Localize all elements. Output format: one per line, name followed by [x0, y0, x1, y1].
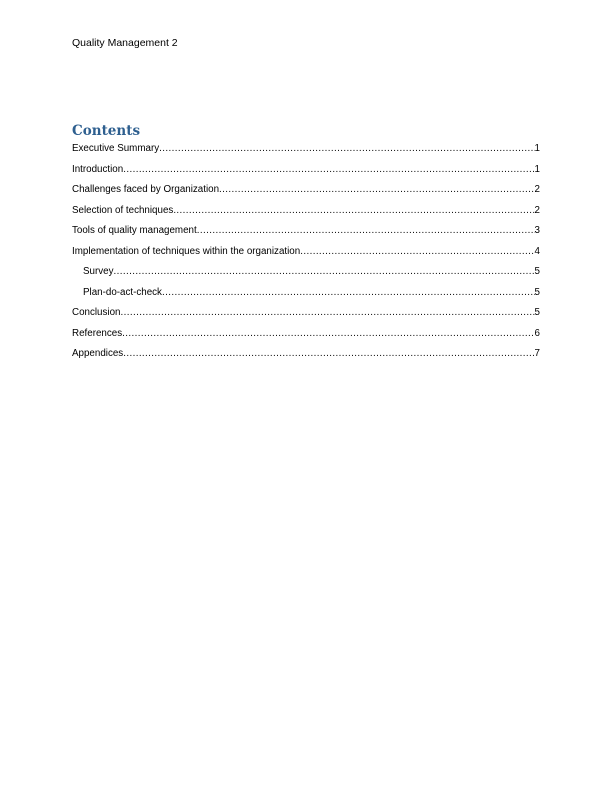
toc-page-number: 3 — [534, 225, 540, 236]
toc-page-number: 2 — [534, 204, 540, 216]
toc-heading: Contents — [72, 123, 141, 139]
toc-page-number: 6 — [534, 327, 540, 339]
toc-dot-leader — [123, 347, 534, 360]
toc-entry-title: Challenges faced by Organization — [72, 184, 220, 195]
toc-entry-title: Survey — [83, 266, 114, 277]
toc-entry-plan-do-act-check[interactable] — [72, 286, 540, 307]
toc-entry-title: Conclusion — [72, 307, 121, 318]
toc-page-number: 5 — [534, 286, 540, 298]
toc-entry-title: Appendices — [72, 348, 124, 359]
toc-entry-challenges[interactable] — [72, 183, 540, 204]
toc-entry-tools[interactable] — [72, 224, 540, 245]
toc-entry-implementation[interactable] — [72, 245, 540, 266]
toc-dot-leader — [197, 224, 535, 237]
toc-entry-references[interactable] — [72, 327, 540, 348]
toc-dot-leader — [300, 245, 534, 258]
toc-page-number: 1 — [534, 163, 540, 175]
toc-dot-leader — [120, 306, 534, 319]
toc-dot-leader — [219, 183, 535, 196]
toc-entry-title: Executive Summary — [72, 143, 160, 154]
toc-dot-leader — [162, 286, 535, 299]
toc-page-number: 2 — [534, 184, 540, 195]
toc-entry-title: Tools of quality management — [72, 225, 197, 236]
toc-dot-leader — [122, 327, 534, 340]
running-header: Quality Management 2 — [72, 37, 178, 49]
toc-entry-introduction[interactable] — [72, 163, 540, 184]
toc-dot-leader — [173, 204, 534, 217]
toc-page-number: 1 — [534, 143, 540, 154]
toc-dot-leader — [123, 163, 534, 176]
toc-page-number: 7 — [534, 348, 540, 359]
table-of-contents — [72, 142, 540, 368]
toc-entry-title: Introduction — [72, 163, 124, 175]
toc-dot-leader — [114, 265, 535, 278]
toc-entry-title: References — [72, 327, 123, 339]
toc-page-number: 4 — [534, 245, 540, 257]
toc-entry-conclusion[interactable] — [72, 306, 540, 327]
toc-entry-title: Plan-do-act-check — [83, 286, 162, 298]
toc-entry-title: Selection of techniques — [72, 204, 174, 216]
toc-page-number: 5 — [534, 307, 540, 318]
toc-page-number: 5 — [534, 266, 540, 277]
toc-entry-executive-summary[interactable] — [72, 142, 540, 163]
toc-entry-selection-of-techniques[interactable] — [72, 204, 540, 225]
toc-entry-survey[interactable] — [72, 265, 540, 286]
toc-entry-title: Implementation of techniques within the organization — [72, 245, 301, 257]
toc-entry-appendices[interactable] — [72, 347, 540, 368]
toc-dot-leader — [159, 142, 534, 155]
